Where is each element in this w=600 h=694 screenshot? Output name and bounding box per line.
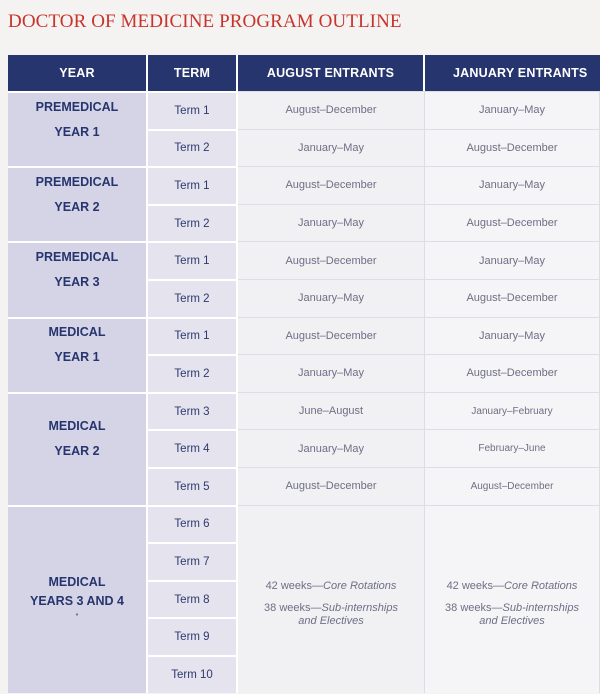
term-cell: Term 1	[148, 166, 238, 204]
august-cell: August–December	[238, 166, 425, 204]
august-cell: January–May	[238, 204, 425, 242]
year-group-medical-1: MEDICAL YEAR 1	[8, 317, 148, 392]
term-cell: Term 2	[148, 129, 238, 167]
january-cell: August–December	[425, 204, 600, 242]
term-cell: Term 2	[148, 204, 238, 242]
year-group-medical-2: MEDICAL YEAR 2	[8, 392, 148, 505]
header-year: YEAR	[8, 55, 148, 91]
term-cell: Term 8	[148, 580, 238, 618]
term-cell: Term 2	[148, 354, 238, 392]
page-title: DOCTOR OF MEDICINE PROGRAM OUTLINE	[8, 11, 402, 32]
header-august-entrants: AUGUST ENTRANTS	[238, 55, 425, 91]
january-cell: January–May	[425, 166, 600, 204]
footnote-mark: *	[75, 613, 79, 621]
august-cell: January–May	[238, 354, 425, 392]
august-clinical-cell: 42 weeks—Core Rotations 38 weeks—Sub-internships and Electives	[238, 505, 425, 693]
january-cell: August–December	[425, 354, 600, 392]
term-cell: Term 7	[148, 542, 238, 580]
program-outline-table	[8, 55, 600, 694]
january-cell: August–December	[425, 129, 600, 167]
january-cell: January–May	[425, 317, 600, 355]
january-cell: August–December	[425, 279, 600, 317]
january-clinical-cell: 42 weeks—Core Rotations 38 weeks—Sub-internships and Electives	[425, 505, 600, 693]
term-cell: Term 1	[148, 91, 238, 129]
term-cell: Term 2	[148, 279, 238, 317]
term-cell: Term 5	[148, 467, 238, 505]
year-group-premedical-3: PREMEDICAL YEAR 3	[8, 241, 148, 316]
august-cell: January–May	[238, 129, 425, 167]
january-cell: January–February	[425, 392, 600, 430]
header-january-entrants: JANUARY ENTRANTS	[425, 55, 600, 91]
term-cell: Term 1	[148, 241, 238, 279]
year-group-premedical-1: PREMEDICAL YEAR 1	[8, 91, 148, 166]
august-cell: August–December	[238, 91, 425, 129]
january-cell: January–May	[425, 241, 600, 279]
august-cell: June–August	[238, 392, 425, 430]
january-cell: August–December	[425, 467, 600, 505]
term-cell: Term 10	[148, 655, 238, 693]
term-cell: Term 1	[148, 317, 238, 355]
august-cell: August–December	[238, 317, 425, 355]
header-term: TERM	[148, 55, 238, 91]
august-cell: August–December	[238, 467, 425, 505]
year-group-premedical-2: PREMEDICAL YEAR 2	[8, 166, 148, 241]
term-cell: Term 9	[148, 617, 238, 655]
term-cell: Term 3	[148, 392, 238, 430]
january-cell: February–June	[425, 429, 600, 467]
term-cell: Term 6	[148, 505, 238, 543]
january-cell: January–May	[425, 91, 600, 129]
term-cell: Term 4	[148, 429, 238, 467]
august-cell: January–May	[238, 429, 425, 467]
august-cell: August–December	[238, 241, 425, 279]
year-group-medical-3-4: MEDICAL YEARS 3 AND 4 *	[8, 505, 148, 693]
august-cell: January–May	[238, 279, 425, 317]
